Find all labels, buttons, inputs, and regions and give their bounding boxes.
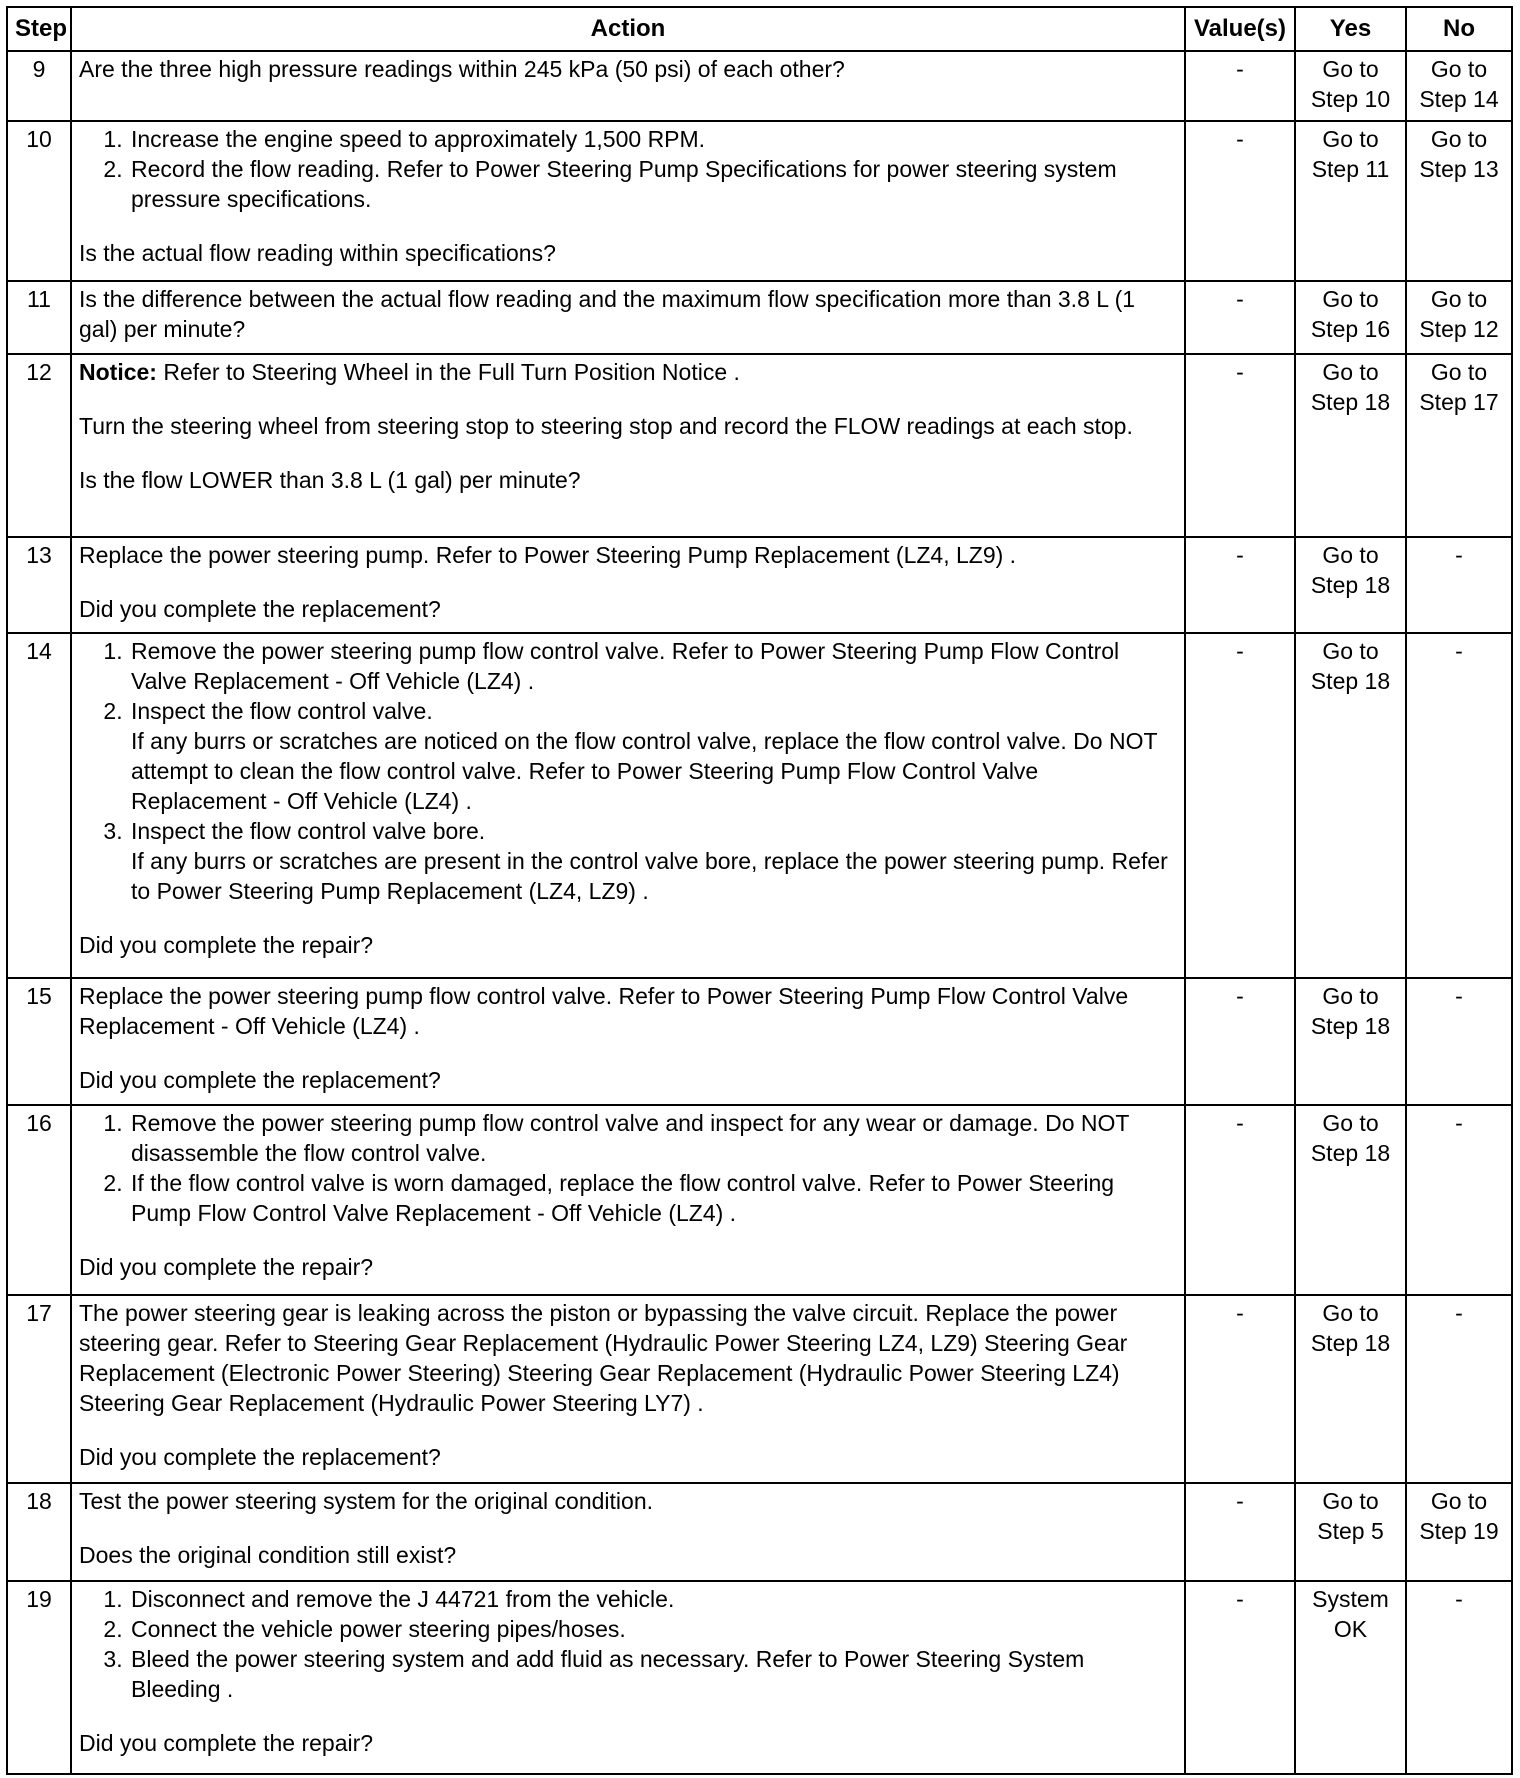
no-cell: - [1406, 1581, 1512, 1774]
no-line-2: Step 12 [1419, 316, 1499, 342]
action-cell [71, 633, 1185, 978]
yes-line-1: Go to [1322, 359, 1379, 385]
step-number: 13 [7, 537, 71, 633]
value-cell: - [1185, 121, 1295, 281]
action-cell [71, 978, 1185, 1105]
no-cell: - [1406, 978, 1512, 1105]
yes-line-2: Step 18 [1310, 572, 1391, 598]
action-cell [71, 1483, 1185, 1581]
notice [79, 357, 1177, 387]
yes-line-1: System [1312, 1586, 1389, 1612]
action-cell [71, 1105, 1185, 1295]
step-row-9 [7, 51, 1512, 121]
step-row-19 [7, 1581, 1512, 1774]
step-number: 19 [7, 1581, 71, 1774]
yes-line-1: Go to [1322, 1300, 1379, 1326]
diagnostic-table [6, 6, 1513, 1775]
action-cell [71, 121, 1185, 281]
item-sub: If any burrs or scratches are noticed on the flow control valve, replace the flow control valve. Do NOT attempt to clean the flow control valve. Refer to Power Steering Pump Flow Control Valve Replacement - Off Vehicle (LZ4) . [131, 728, 1158, 814]
yes-line-2: Step 10 [1310, 86, 1391, 112]
action-list [79, 124, 1177, 214]
value-cell: - [1185, 354, 1295, 537]
item-main: Inspect the flow control valve. [131, 698, 433, 724]
item-main: Remove the power steering pump flow control valve. Refer to Power Steering Pump Flow Control Valve Replacement - Off Vehicle (LZ4) . [131, 638, 1120, 694]
notice-text: Refer to Steering Wheel in the Full Turn Position Notice . [156, 359, 740, 385]
no-cell [1406, 354, 1512, 537]
action-cell [71, 51, 1185, 121]
action-question: Did you complete the repair? [79, 932, 374, 958]
value-cell: - [1185, 1581, 1295, 1774]
action-list-item [129, 816, 1177, 906]
no-line-2: Step 17 [1419, 389, 1499, 415]
step-number: 16 [7, 1105, 71, 1295]
step-number: 14 [7, 633, 71, 978]
item-main: Inspect the flow control valve bore. [131, 818, 486, 844]
header-values: Value(s) [1185, 7, 1295, 51]
yes-cell [1295, 978, 1406, 1105]
action-question: Did you complete the replacement? [79, 1067, 441, 1093]
action-cell [71, 537, 1185, 633]
value-cell: - [1185, 978, 1295, 1105]
no-line-2: Step 19 [1419, 1518, 1499, 1544]
header-no: No [1406, 7, 1512, 51]
yes-line-1: Go to [1322, 983, 1379, 1009]
action-question: Is the actual flow reading within specifications? [79, 240, 556, 266]
no-cell [1406, 51, 1512, 121]
action-list [79, 636, 1177, 906]
action-cell [71, 354, 1185, 537]
no-line-1: Go to [1430, 286, 1488, 312]
no-cell [1406, 281, 1512, 354]
yes-cell [1295, 1483, 1406, 1581]
action-text: Is the difference between the actual flow reading and the maximum flow specification more than 3.8 L (1 gal) per minute? [79, 286, 1136, 342]
no-line-1: Go to [1430, 1488, 1488, 1514]
action-list-item: 2. If the flow control valve is worn damaged, replace the flow control valve. Refer to Power Steering Pump Flow Control Valve Replacement - Off Vehicle (LZ4) . [129, 1168, 1177, 1228]
no-line-2: Step 14 [1419, 86, 1499, 112]
value-cell: - [1185, 1483, 1295, 1581]
action-question: Did you complete the replacement? [79, 1444, 441, 1470]
yes-cell [1295, 1295, 1406, 1483]
yes-line-2: Step 5 [1317, 1518, 1384, 1544]
value-cell: - [1185, 281, 1295, 354]
action-question: Is the flow LOWER than 3.8 L (1 gal) per minute? [79, 467, 581, 493]
action-list-item: 1. Disconnect and remove the J 44721 from the vehicle. [129, 1584, 1177, 1614]
yes-line-2: Step 16 [1310, 316, 1391, 342]
notice-label: Notice: [79, 359, 157, 385]
action-list [79, 1584, 1177, 1704]
no-cell: - [1406, 537, 1512, 633]
yes-line-1: Go to [1322, 126, 1379, 152]
value-cell: - [1185, 1295, 1295, 1483]
header-row [7, 7, 1512, 51]
no-line-1: Go to [1430, 359, 1488, 385]
action-list-item: 2. Connect the vehicle power steering pipes/hoses. [129, 1614, 1177, 1644]
action-list-item: 2. Record the flow reading. Refer to Power Steering Pump Specifications for power steering system pressure specifications. [129, 154, 1177, 214]
header-yes: Yes [1295, 7, 1406, 51]
action-question: Did you complete the repair? [79, 1254, 374, 1280]
action-text: The power steering gear is leaking across the piston or bypassing the valve circuit. Replace the power steering gear. Refer to Steering Gear Replacement (Hydraulic Power Steering LZ4, LZ9) Steering Gear Replacement (Electronic Power Steering) Steering Gear Replacement (Hydraulic Power Steering LZ4) Steering Gear Replacement (Hydraulic Power Steering LY7) . [79, 1300, 1128, 1416]
yes-line-1: Go to [1322, 638, 1379, 664]
step-row-10 [7, 121, 1512, 281]
yes-cell [1295, 354, 1406, 537]
action-list-item [129, 696, 1177, 816]
no-line-2: Step 13 [1419, 156, 1499, 182]
no-cell: - [1406, 633, 1512, 978]
step-row-14 [7, 633, 1512, 978]
yes-line-2: Step 18 [1310, 1140, 1391, 1166]
no-line-1: Go to [1430, 56, 1488, 82]
yes-line-1: Go to [1322, 1488, 1379, 1514]
action-cell [71, 281, 1185, 354]
item-sub: If any burrs or scratches are present in the control valve bore, replace the power steering pump. Refer to Power Steering Pump Replacement (LZ4, LZ9) . [131, 848, 1168, 904]
yes-line-1: Go to [1322, 56, 1379, 82]
action-text: Replace the power steering pump flow control valve. Refer to Power Steering Pump Flow Control Valve Replacement - Off Vehicle (LZ4) . [79, 983, 1129, 1039]
yes-line-2: Step 11 [1311, 156, 1390, 182]
action-cell [71, 1581, 1185, 1774]
action-question: Does the original condition still exist? [79, 1542, 457, 1568]
step-row-12 [7, 354, 1512, 537]
step-number: 10 [7, 121, 71, 281]
no-line-1: Go to [1430, 126, 1488, 152]
yes-line-1: Go to [1322, 542, 1379, 568]
yes-cell [1295, 537, 1406, 633]
action-list [79, 1108, 1177, 1228]
yes-cell [1295, 51, 1406, 121]
action-text: Replace the power steering pump. Refer to Power Steering Pump Replacement (LZ4, LZ9) . [79, 542, 1017, 568]
yes-line-2: Step 18 [1310, 668, 1391, 694]
action-question: Did you complete the replacement? [79, 596, 441, 622]
action-text: Turn the steering wheel from steering stop to steering stop and record the FLOW readings at each stop. [79, 413, 1133, 439]
step-number: 9 [7, 51, 71, 121]
header-step: Step [7, 7, 71, 51]
step-row-18 [7, 1483, 1512, 1581]
yes-cell [1295, 121, 1406, 281]
value-cell: - [1185, 1105, 1295, 1295]
no-cell: - [1406, 1295, 1512, 1483]
action-text: Test the power steering system for the original condition. [79, 1488, 654, 1514]
yes-cell [1295, 1105, 1406, 1295]
action-list-item: 3. Bleed the power steering system and add fluid as necessary. Refer to Power Steering System Bleeding . [129, 1644, 1177, 1704]
no-cell [1406, 1483, 1512, 1581]
yes-cell [1295, 281, 1406, 354]
yes-line-2: Step 18 [1310, 1330, 1391, 1356]
action-cell [71, 1295, 1185, 1483]
value-cell: - [1185, 51, 1295, 121]
yes-cell [1295, 1581, 1406, 1774]
header-action: Action [71, 7, 1185, 51]
yes-line-2: Step 18 [1310, 389, 1391, 415]
step-row-11 [7, 281, 1512, 354]
step-number: 18 [7, 1483, 71, 1581]
action-list-item: 1. Increase the engine speed to approximately 1,500 RPM. [129, 124, 1177, 154]
action-question: Did you complete the repair? [79, 1730, 374, 1756]
action-list-item: 1. Remove the power steering pump flow control valve and inspect for any wear or damage. Do NOT disassemble the flow control valve. [129, 1108, 1177, 1168]
no-cell [1406, 121, 1512, 281]
step-row-13 [7, 537, 1512, 633]
yes-line-2: Step 18 [1310, 1013, 1391, 1039]
yes-line-2: OK [1333, 1616, 1368, 1642]
value-cell: - [1185, 633, 1295, 978]
yes-line-1: Go to [1322, 1110, 1379, 1136]
action-list-item [129, 636, 1177, 696]
step-row-16 [7, 1105, 1512, 1295]
yes-cell [1295, 633, 1406, 978]
yes-line-1: Go to [1322, 286, 1379, 312]
step-row-17 [7, 1295, 1512, 1483]
no-cell: - [1406, 1105, 1512, 1295]
action-text: Are the three high pressure readings within 245 kPa (50 psi) of each other? [79, 56, 845, 82]
value-cell: - [1185, 537, 1295, 633]
step-number: 17 [7, 1295, 71, 1483]
step-row-15 [7, 978, 1512, 1105]
step-number: 12 [7, 354, 71, 537]
step-number: 11 [7, 281, 71, 354]
step-number: 15 [7, 978, 71, 1105]
